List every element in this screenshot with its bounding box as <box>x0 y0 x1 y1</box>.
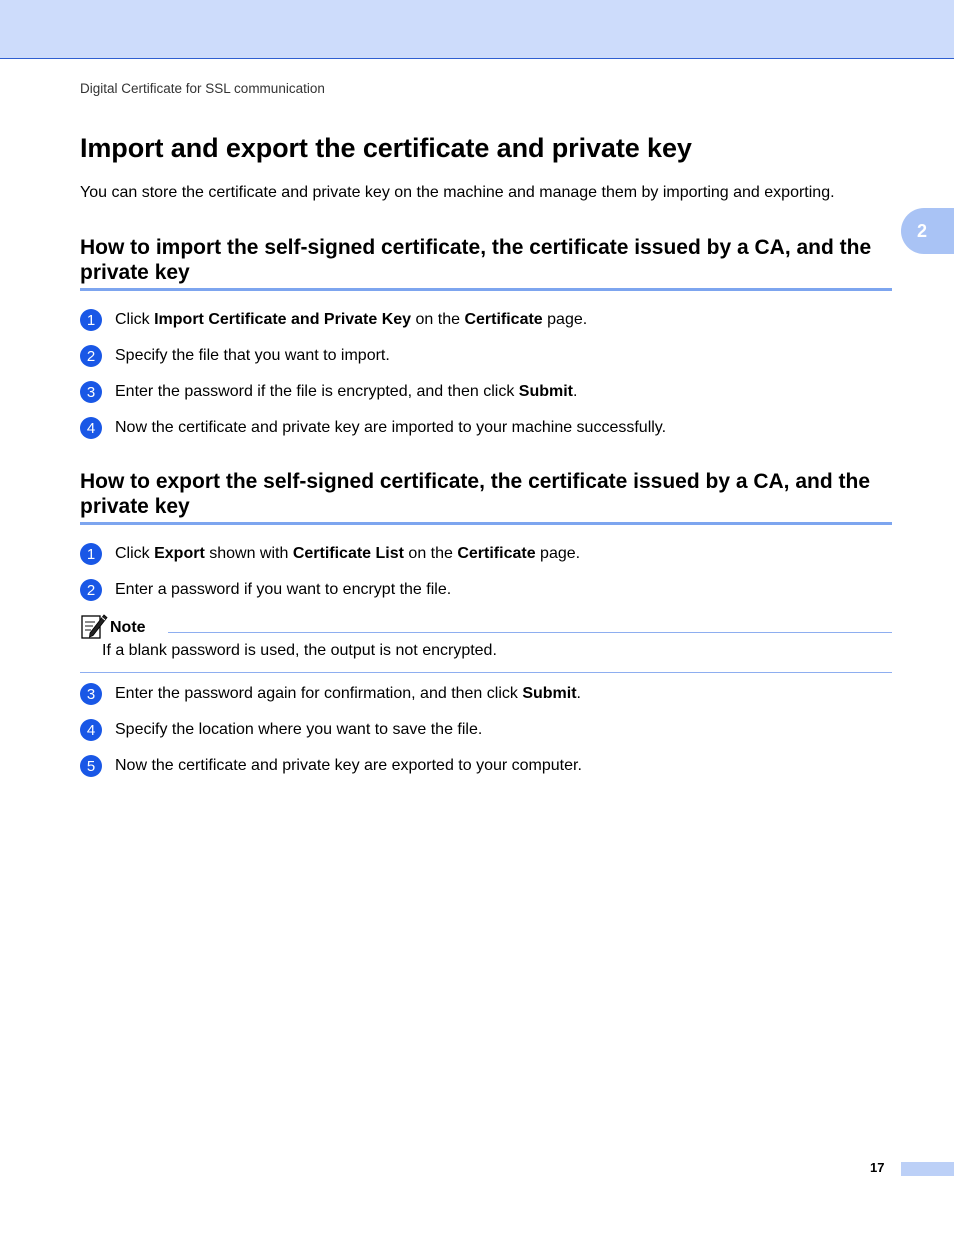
import-section-heading: How to import the self-signed certificate, the certificate issued by a CA, and the private key <box>80 235 892 291</box>
step-text: Click Export shown with Certificate List on the Certificate page. <box>115 545 581 562</box>
note-box <box>80 612 892 673</box>
note-divider <box>168 632 892 633</box>
note-text: If a blank password is used, the output is not encrypted. <box>102 642 497 659</box>
step-text: Enter the password if the file is encrypted, and then click Submit. <box>115 383 578 400</box>
chapter-tab: 2 <box>901 208 954 254</box>
export-section-heading: How to export the self-signed certificate, the certificate issued by a CA, and the private key <box>80 469 892 525</box>
top-band <box>0 0 954 59</box>
step-number-badge: 4 <box>80 719 102 741</box>
step-number-badge: 1 <box>80 543 102 565</box>
step-number-badge: 4 <box>80 417 102 439</box>
export-step-1 <box>80 542 580 566</box>
step-number-badge: 2 <box>80 345 102 367</box>
page-number: 17 <box>870 1160 885 1175</box>
step-number-badge: 1 <box>80 309 102 331</box>
note-label: Note <box>110 619 146 636</box>
step-text: Enter a password if you want to encrypt the file. <box>115 581 452 598</box>
step-number-badge: 2 <box>80 579 102 601</box>
export-step-5 <box>80 754 582 778</box>
step-text: Specify the location where you want to save the file. <box>115 721 483 738</box>
export-step-2 <box>80 578 451 602</box>
note-pencil-icon <box>80 612 108 640</box>
running-header: Digital Certificate for SSL communication <box>80 81 325 96</box>
step-text: Specify the file that you want to import. <box>115 347 390 364</box>
import-step-4 <box>80 416 666 440</box>
page-number-band <box>901 1162 954 1176</box>
export-step-3 <box>80 682 581 706</box>
step-text: Now the certificate and private key are exported to your computer. <box>115 757 582 774</box>
step-number-badge: 3 <box>80 381 102 403</box>
intro-paragraph: You can store the certificate and private key on the machine and manage them by importing and exporting. <box>80 184 835 201</box>
import-step-2 <box>80 344 390 368</box>
step-text: Click Import Certificate and Private Key on the Certificate page. <box>115 311 588 328</box>
import-step-3 <box>80 380 577 404</box>
export-step-4 <box>80 718 482 742</box>
step-text: Enter the password again for confirmation, and then click Submit. <box>115 685 581 702</box>
step-number-badge: 5 <box>80 755 102 777</box>
import-step-1 <box>80 308 587 332</box>
page-title: Import and export the certificate and private key <box>80 133 692 163</box>
step-number-badge: 3 <box>80 683 102 705</box>
step-text: Now the certificate and private key are imported to your machine successfully. <box>115 419 667 436</box>
